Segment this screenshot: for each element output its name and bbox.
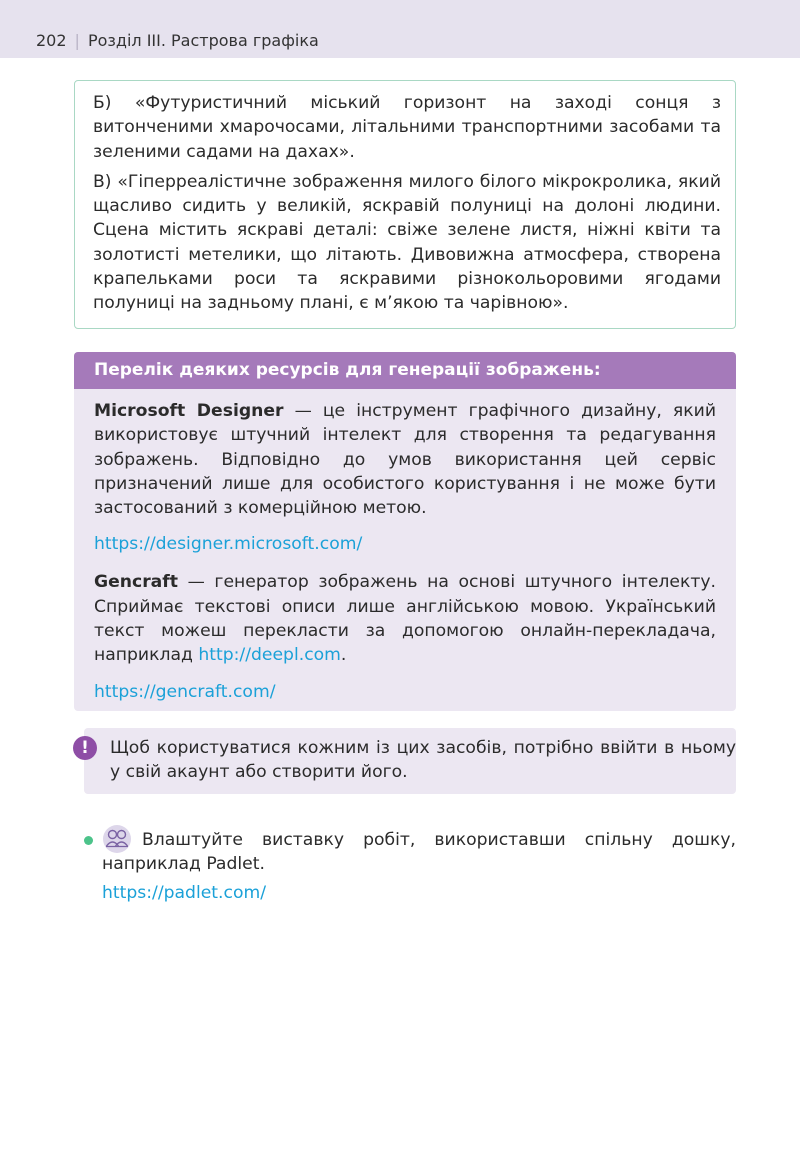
gencraft-description: — генератор зображень на основі штучного інтелекту. Сприймає текстові описи лише англійською мовою. Український текст можеш перекласти за допомогою онлайн-перекладача, наприклад	[94, 572, 716, 666]
prompt-v: В) «Гіперреалістичне зображення милого білого мікрокролика, який щасливо сидить у великій, яскравій полуниці на долоні людини. Сцена містить яскраві деталі: свіже зелене листя, ніжні квіти та золотисті метелики, що літають. Дивовижна атмосфера, створена крапельками роси та яскравими різнокольоровими ягодами полуниці на задньому плані, є м’якою та чарівною».	[93, 171, 721, 314]
designer-description: — це інструмент графічного дизайну, який використовує штучний інтелект для створення та редагування зображень. Відповідно до умов використання цей сервіс призначений лише для особистого користування і не може бути застосований з комерційною метою.	[94, 401, 716, 519]
designer-paragraph	[94, 399, 716, 520]
padlet-link[interactable]: https://padlet.com/	[102, 883, 267, 903]
prompt-b: Б) «Футуристичний міський горизонт на заході сонця з витонченими хмарочосами, літальними транспортними засобами та зеленими садами на дахах».	[93, 93, 721, 162]
gencraft-name: Gencraft	[94, 572, 178, 593]
gencraft-period: .	[340, 645, 347, 666]
page-header	[0, 0, 800, 58]
resources-box	[74, 352, 736, 711]
header-separator: |	[74, 31, 80, 50]
exclamation-icon: !	[73, 736, 97, 760]
designer-name: Microsoft Designer	[94, 401, 284, 421]
prompt-examples-box	[74, 80, 736, 329]
gencraft-paragraph	[94, 570, 716, 667]
designer-link[interactable]: https://designer.microsoft.com/	[94, 534, 363, 555]
deepl-link[interactable]: http://deepl.com	[198, 645, 341, 666]
header-text	[36, 31, 319, 50]
note-text: Щоб користуватися кожним із цих засобів, потрібно ввійти в ньому у свій акаунт або створити його.	[110, 738, 736, 783]
bullet-icon	[84, 836, 93, 845]
task-text: Влаштуйте виставку робіт, використавши спільну дошку, наприклад Padlet.	[102, 830, 736, 875]
resources-title: Перелік деяких ресурсів для генерації зображень:	[74, 352, 736, 389]
page-number: 202	[36, 31, 67, 50]
resources-body	[74, 389, 736, 704]
section-title: Розділ ІІІ. Растрова графіка	[87, 31, 319, 50]
gencraft-link[interactable]: https://gencraft.com/	[94, 681, 276, 702]
